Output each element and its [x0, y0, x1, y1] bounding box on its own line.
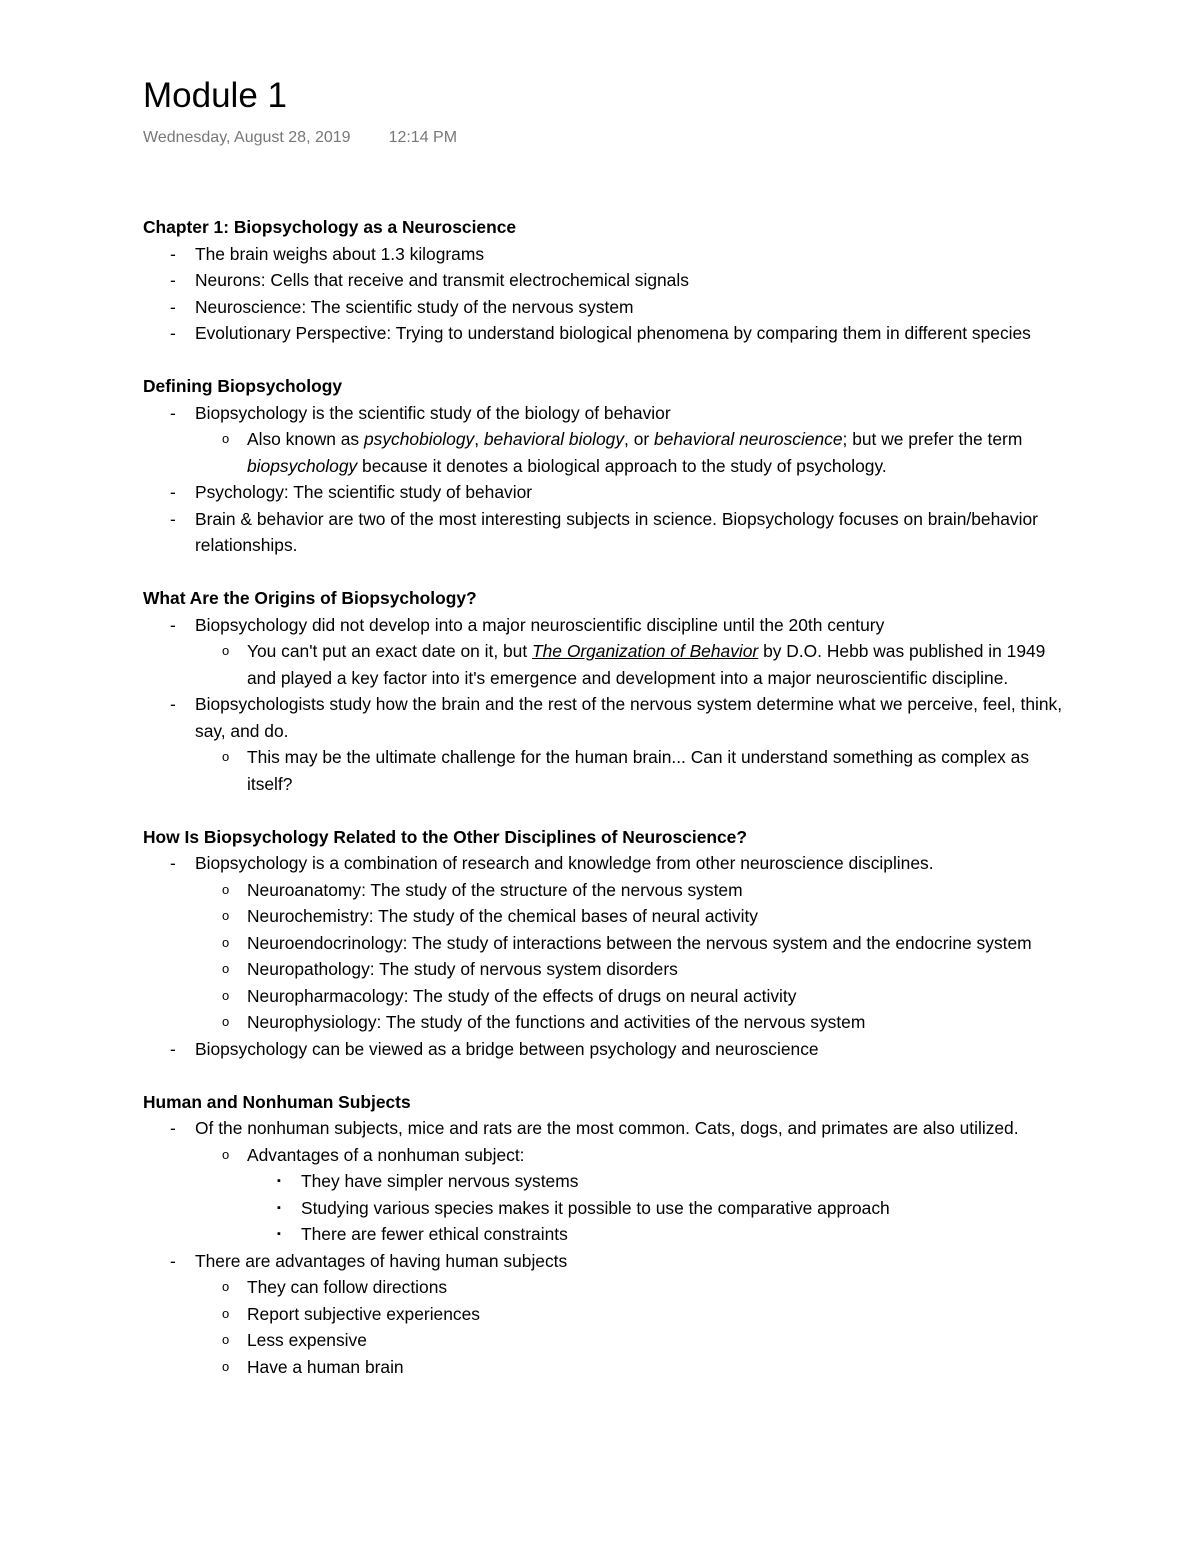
circle-bullet: o — [222, 987, 230, 1003]
list-subitem: o Report subjective experiences — [143, 1301, 1073, 1328]
circle-bullet: o — [222, 1305, 230, 1321]
list-item: - Biopsychology did not develop into a major neuroscientific discipline until the 20th century — [143, 612, 1073, 639]
list-item: - Psychology: The scientific study of behavior — [143, 479, 1073, 506]
section-origins — [143, 585, 1073, 797]
dash-bullet: - — [170, 270, 176, 290]
list-item: - Neurons: Cells that receive and transmit electrochemical signals — [143, 267, 1073, 294]
list-item: - Evolutionary Perspective: Trying to understand biological phenomena by comparing them in different species — [143, 320, 1073, 347]
dash-bullet: - — [170, 508, 176, 529]
dash-bullet: - — [170, 323, 176, 343]
list-subitem: o Neurochemistry: The study of the chemical bases of neural activity — [143, 903, 1073, 930]
list-subsubitem: ▪ They have simpler nervous systems — [143, 1168, 1073, 1195]
list-subitem: o Neuroendocrinology: The study of interactions between the nervous system and the endocrine system — [143, 930, 1073, 957]
section-chapter-1 — [143, 214, 1073, 347]
book-title-link[interactable]: The Organization of Behavior — [532, 641, 759, 661]
list-subitem: o Advantages of a nonhuman subject: — [143, 1142, 1073, 1169]
circle-bullet: o — [222, 431, 230, 446]
circle-bullet: o — [222, 1014, 230, 1029]
dash-bullet: - — [170, 614, 176, 635]
list-item: - The brain weighs about 1.3 kilograms — [143, 241, 1073, 268]
list-subsubitem: ▪ There are fewer ethical constraints — [143, 1221, 1073, 1248]
dash-bullet: - — [170, 482, 176, 502]
circle-bullet: o — [222, 1146, 230, 1162]
dash-bullet: - — [170, 853, 176, 873]
list-subitem: o Have a human brain — [143, 1354, 1073, 1381]
list-subitem: o Also known as psychobiology, behavioral biology, or behavioral neuroscience; but we prefer the term biopsychology because it denotes a biological approach to the study of psychology. — [143, 426, 1073, 479]
section-defining-biopsychology — [143, 373, 1073, 559]
list-item: - Biopsychologists study how the brain and the rest of the nervous system determine what we perceive, feel, think, say, and do. — [143, 691, 1073, 744]
list-subitem: o Less expensive — [143, 1327, 1073, 1354]
section-heading: Human and Nonhuman Subjects — [143, 1091, 411, 1112]
circle-bullet: o — [222, 1279, 230, 1294]
page-title: Module 1 — [143, 76, 287, 115]
dash-bullet: - — [170, 694, 176, 714]
square-bullet: ▪ — [277, 1228, 281, 1240]
circle-bullet: o — [222, 881, 230, 897]
list-subitem: o Neuropathology: The study of nervous system disorders — [143, 956, 1073, 983]
section-heading: Chapter 1: Biopsychology as a Neuroscience — [143, 217, 517, 237]
list-subitem: o This may be the ultimate challenge for the human brain... Can it understand something as complex as itself? — [143, 744, 1073, 797]
list-item: - Of the nonhuman subjects, mice and rats are the most common. Cats, dogs, and primates are also utilized. — [143, 1115, 1073, 1142]
list-subsubitem: ▪ Studying various species makes it possible to use the comparative approach — [143, 1195, 1073, 1222]
list-subitem: o You can't put an exact date on it, but The Organization of Behavior by D.O. Hebb was published in 1949 and played a key factor into it's emergence and development into a major neuroscientific discipline. — [143, 638, 1073, 691]
dash-bullet: - — [170, 1250, 176, 1271]
list-item: - Brain & behavior are two of the most interesting subjects in science. Biopsychology focuses on brain/behavior relationships. — [143, 506, 1073, 559]
section-subjects — [143, 1089, 1073, 1381]
list-item: - Neuroscience: The scientific study of the nervous system — [143, 294, 1073, 321]
list-item: - Biopsychology is a combination of research and knowledge from other neuroscience disciplines. — [143, 850, 1073, 877]
note-date: Wednesday, August 28, 2019 — [143, 129, 351, 146]
note-body — [143, 214, 1073, 1407]
dash-bullet: - — [170, 402, 176, 423]
section-heading: What Are the Origins of Biopsychology? — [143, 588, 477, 608]
dash-bullet: - — [170, 1038, 176, 1059]
list-item: - There are advantages of having human subjects — [143, 1248, 1073, 1275]
dash-bullet: - — [170, 296, 176, 317]
circle-bullet: o — [222, 643, 230, 658]
list-subitem: o Neurophysiology: The study of the functions and activities of the nervous system — [143, 1009, 1073, 1036]
circle-bullet: o — [222, 934, 230, 950]
circle-bullet: o — [222, 908, 230, 923]
square-bullet: ▪ — [277, 1175, 281, 1187]
list-subitem: o Neuropharmacology: The study of the effects of drugs on neural activity — [143, 983, 1073, 1010]
note-timestamp — [143, 127, 457, 149]
list-subitem: o They can follow directions — [143, 1274, 1073, 1301]
square-bullet: ▪ — [277, 1201, 281, 1214]
list-subitem: o Neuroanatomy: The study of the structure of the nervous system — [143, 877, 1073, 904]
note-time: 12:14 PM — [388, 129, 458, 146]
list-item: - Biopsychology can be viewed as a bridge between psychology and neuroscience — [143, 1036, 1073, 1063]
circle-bullet: o — [222, 749, 230, 764]
section-related-disciplines — [143, 824, 1073, 1063]
circle-bullet: o — [222, 1332, 230, 1347]
dash-bullet: - — [170, 243, 176, 264]
section-heading: How Is Biopsychology Related to the Other Disciplines of Neuroscience? — [143, 826, 747, 847]
list-item: - Biopsychology is the scientific study of the biology of behavior — [143, 400, 1073, 427]
circle-bullet: o — [222, 1358, 230, 1374]
section-heading: Defining Biopsychology — [143, 376, 343, 396]
dash-bullet: - — [170, 1118, 176, 1138]
circle-bullet: o — [222, 961, 230, 976]
